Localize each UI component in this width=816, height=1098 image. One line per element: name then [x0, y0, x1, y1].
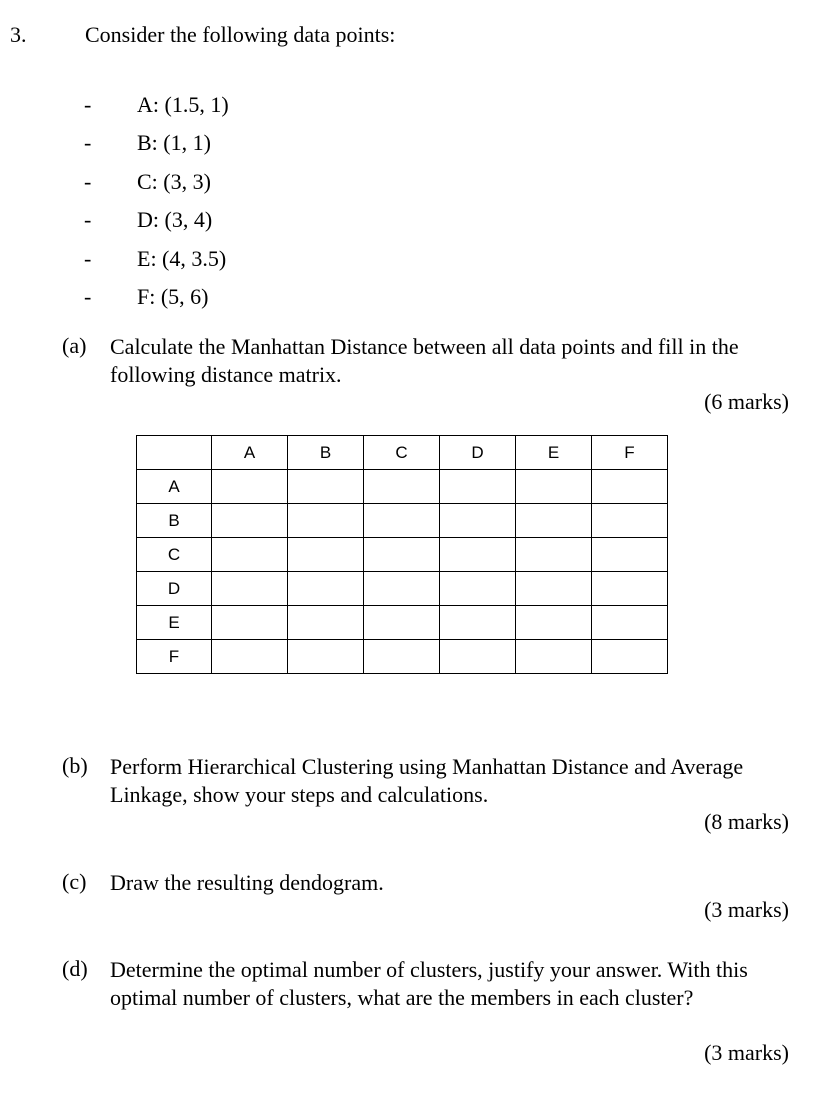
point-e: E: (4, 3.5): [137, 246, 227, 271]
matrix-cell[interactable]: [592, 538, 668, 572]
matrix-cell[interactable]: [288, 640, 364, 674]
matrix-cell[interactable]: [364, 504, 440, 538]
matrix-cell[interactable]: [212, 606, 288, 640]
part-d-label: (d): [62, 956, 88, 981]
matrix-cell[interactable]: [440, 572, 516, 606]
matrix-row-header: C: [137, 538, 212, 572]
matrix-cell[interactable]: [516, 538, 592, 572]
point-dash: -: [84, 207, 92, 232]
part-d-marks: (3 marks): [704, 1040, 789, 1065]
matrix-row: [137, 606, 668, 640]
matrix-cell[interactable]: [288, 572, 364, 606]
matrix-cell[interactable]: [440, 538, 516, 572]
part-c-marks: (3 marks): [704, 897, 789, 922]
part-a-label: (a): [62, 333, 87, 358]
matrix-cell[interactable]: [592, 606, 668, 640]
matrix-row-header: F: [137, 640, 212, 674]
part-c-text: Draw the resulting dendogram.: [110, 870, 384, 895]
part-a-text: Calculate the Manhattan Distance between all data points and fill in the following distance matrix.: [110, 334, 739, 387]
part-a-marks: (6 marks): [704, 389, 789, 414]
matrix-cell[interactable]: [440, 504, 516, 538]
matrix-cell[interactable]: [516, 606, 592, 640]
matrix-cell[interactable]: [364, 538, 440, 572]
matrix-cell[interactable]: [212, 640, 288, 674]
point-dash: -: [84, 92, 92, 117]
point-dash: -: [84, 284, 92, 309]
matrix-col-header: E: [516, 436, 592, 470]
matrix-row-header: D: [137, 572, 212, 606]
part-c-label: (c): [62, 869, 87, 894]
part-d-text: Determine the optimal number of clusters, justify your answer. With this optimal number of clusters, what are the members in each cluster?: [110, 957, 748, 1010]
matrix-cell[interactable]: [592, 504, 668, 538]
part-b-text: Perform Hierarchical Clustering using Manhattan Distance and Average Linkage, show your steps and calculations.: [110, 754, 744, 807]
matrix-cell[interactable]: [516, 572, 592, 606]
matrix-cell[interactable]: [212, 470, 288, 504]
point-dash: -: [84, 169, 92, 194]
matrix-row: [137, 640, 668, 674]
matrix-cell[interactable]: [592, 640, 668, 674]
matrix-row-header: B: [137, 504, 212, 538]
matrix-row: [137, 504, 668, 538]
matrix-corner-cell: [137, 436, 212, 470]
matrix-cell[interactable]: [440, 606, 516, 640]
matrix-cell[interactable]: [288, 470, 364, 504]
matrix-cell[interactable]: [212, 504, 288, 538]
matrix-cell[interactable]: [364, 572, 440, 606]
matrix-cell[interactable]: [440, 640, 516, 674]
matrix-row: [137, 572, 668, 606]
distance-matrix: [136, 435, 668, 674]
matrix-cell[interactable]: [516, 470, 592, 504]
matrix-cell[interactable]: [440, 470, 516, 504]
matrix-row-header: A: [137, 470, 212, 504]
matrix-cell[interactable]: [288, 606, 364, 640]
matrix-col-header: B: [288, 436, 364, 470]
matrix-cell[interactable]: [288, 504, 364, 538]
matrix-cell[interactable]: [212, 538, 288, 572]
point-d: D: (3, 4): [137, 207, 213, 232]
question-intro: Consider the following data points:: [85, 22, 396, 47]
matrix-cell[interactable]: [592, 572, 668, 606]
matrix-col-header: F: [592, 436, 668, 470]
matrix-cell[interactable]: [516, 640, 592, 674]
matrix-col-header: A: [212, 436, 288, 470]
point-c: C: (3, 3): [137, 169, 211, 194]
point-b: B: (1, 1): [137, 130, 211, 155]
matrix-cell[interactable]: [364, 606, 440, 640]
matrix-cell[interactable]: [516, 504, 592, 538]
matrix-cell[interactable]: [364, 640, 440, 674]
point-dash: -: [84, 246, 92, 271]
matrix-cell[interactable]: [212, 572, 288, 606]
point-dash: -: [84, 130, 92, 155]
part-b-marks: (8 marks): [704, 809, 789, 834]
matrix-row: [137, 538, 668, 572]
matrix-row: [137, 470, 668, 504]
question-number: 3.: [10, 22, 27, 47]
matrix-col-header: D: [440, 436, 516, 470]
matrix-cell[interactable]: [288, 538, 364, 572]
matrix-header-row: [137, 436, 668, 470]
point-f: F: (5, 6): [137, 284, 209, 309]
point-a: A: (1.5, 1): [137, 92, 229, 117]
matrix-row-header: E: [137, 606, 212, 640]
part-b-label: (b): [62, 753, 88, 778]
matrix-cell[interactable]: [592, 470, 668, 504]
matrix-col-header: C: [364, 436, 440, 470]
matrix-cell[interactable]: [364, 470, 440, 504]
